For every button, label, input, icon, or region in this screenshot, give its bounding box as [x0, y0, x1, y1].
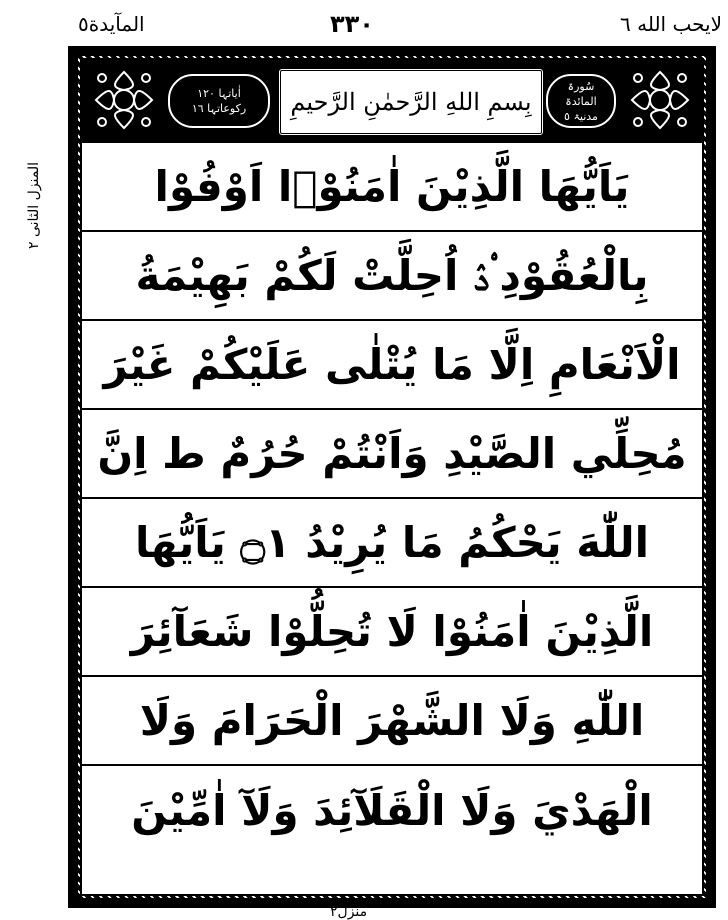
verse-line-text: اللّٰهِ وَلَا الشَّهْرَ الْحَرَامَ وَلَا — [139, 695, 645, 745]
verse-line-text: اللّٰهَ يَحْكُمُ مَا يُرِيْدُ ۝١ يَاَيُّهَا — [134, 517, 650, 567]
revelation-label: مدنیۃ ٥ — [564, 109, 598, 123]
verse-count-label: اٰیاتہا ۱۲۰ — [197, 87, 241, 100]
ruku-count-label: رکوعاتہا ۱٦ — [191, 102, 247, 115]
floral-ornament-icon — [92, 68, 156, 132]
verse-line — [82, 410, 702, 499]
floral-ornament-icon — [628, 68, 692, 132]
verse-line-text: الَّذِيْنَ اٰمَنُوْا لَا تُحِلُّوْا شَعَآئِرَ — [130, 606, 654, 656]
surah-title: المائدۃ — [565, 94, 597, 108]
verse-line — [82, 321, 702, 410]
verse-line-text: بِالْعُقُوْدِ ۟ۮ اُحِلَّتْ لَكُمْ بَهِيْمَةُ — [135, 250, 649, 300]
verse-line-text: الْهَدْيَ وَلَا الْقَلَآئِدَ وَلَآ اٰمِّيْنَ — [131, 785, 653, 835]
surah-title-cartouche — [546, 74, 616, 128]
verse-line-text: مُحِلِّي الصَّيْدِ وَاَنْتُمْ حُرُمٌ ط اِنَّ — [97, 428, 687, 478]
page-number: ۳۳۰ — [330, 10, 374, 38]
manzil-side-note: المنزل الثانی ٢ — [26, 161, 42, 249]
verse-line — [82, 766, 702, 855]
manzil-footer: منزل٢ — [330, 904, 368, 920]
surah-label: سُورۃ — [567, 79, 595, 93]
page-frame — [68, 46, 716, 908]
bismillah-text: بِسمِ اللهِ الرَّحمٰنِ الرَّحيمِ — [290, 88, 532, 116]
text-panel — [80, 58, 704, 896]
verse-line-text: الْاَنْعَامِ اِلَّا مَا يُتْلٰى عَلَيْكُمْ غَيْرَ — [103, 339, 681, 389]
surah-name-header: المآيدة٥ — [78, 12, 145, 36]
verse-line — [82, 677, 702, 766]
verse-line — [82, 588, 702, 677]
verse-line — [82, 143, 702, 232]
juz-name-header: لايحب الله ٦ — [620, 12, 722, 36]
verse-lines — [82, 143, 702, 894]
verse-count-cartouche — [168, 74, 270, 128]
verse-line — [82, 232, 702, 321]
verse-line-text: يَاَيُّهَا الَّذِيْنَ اٰمَنُوْۤا اَوْفُوْا — [154, 161, 630, 211]
bismillah-cartouche — [278, 68, 544, 136]
surah-banner — [82, 60, 702, 143]
verse-line — [82, 499, 702, 588]
